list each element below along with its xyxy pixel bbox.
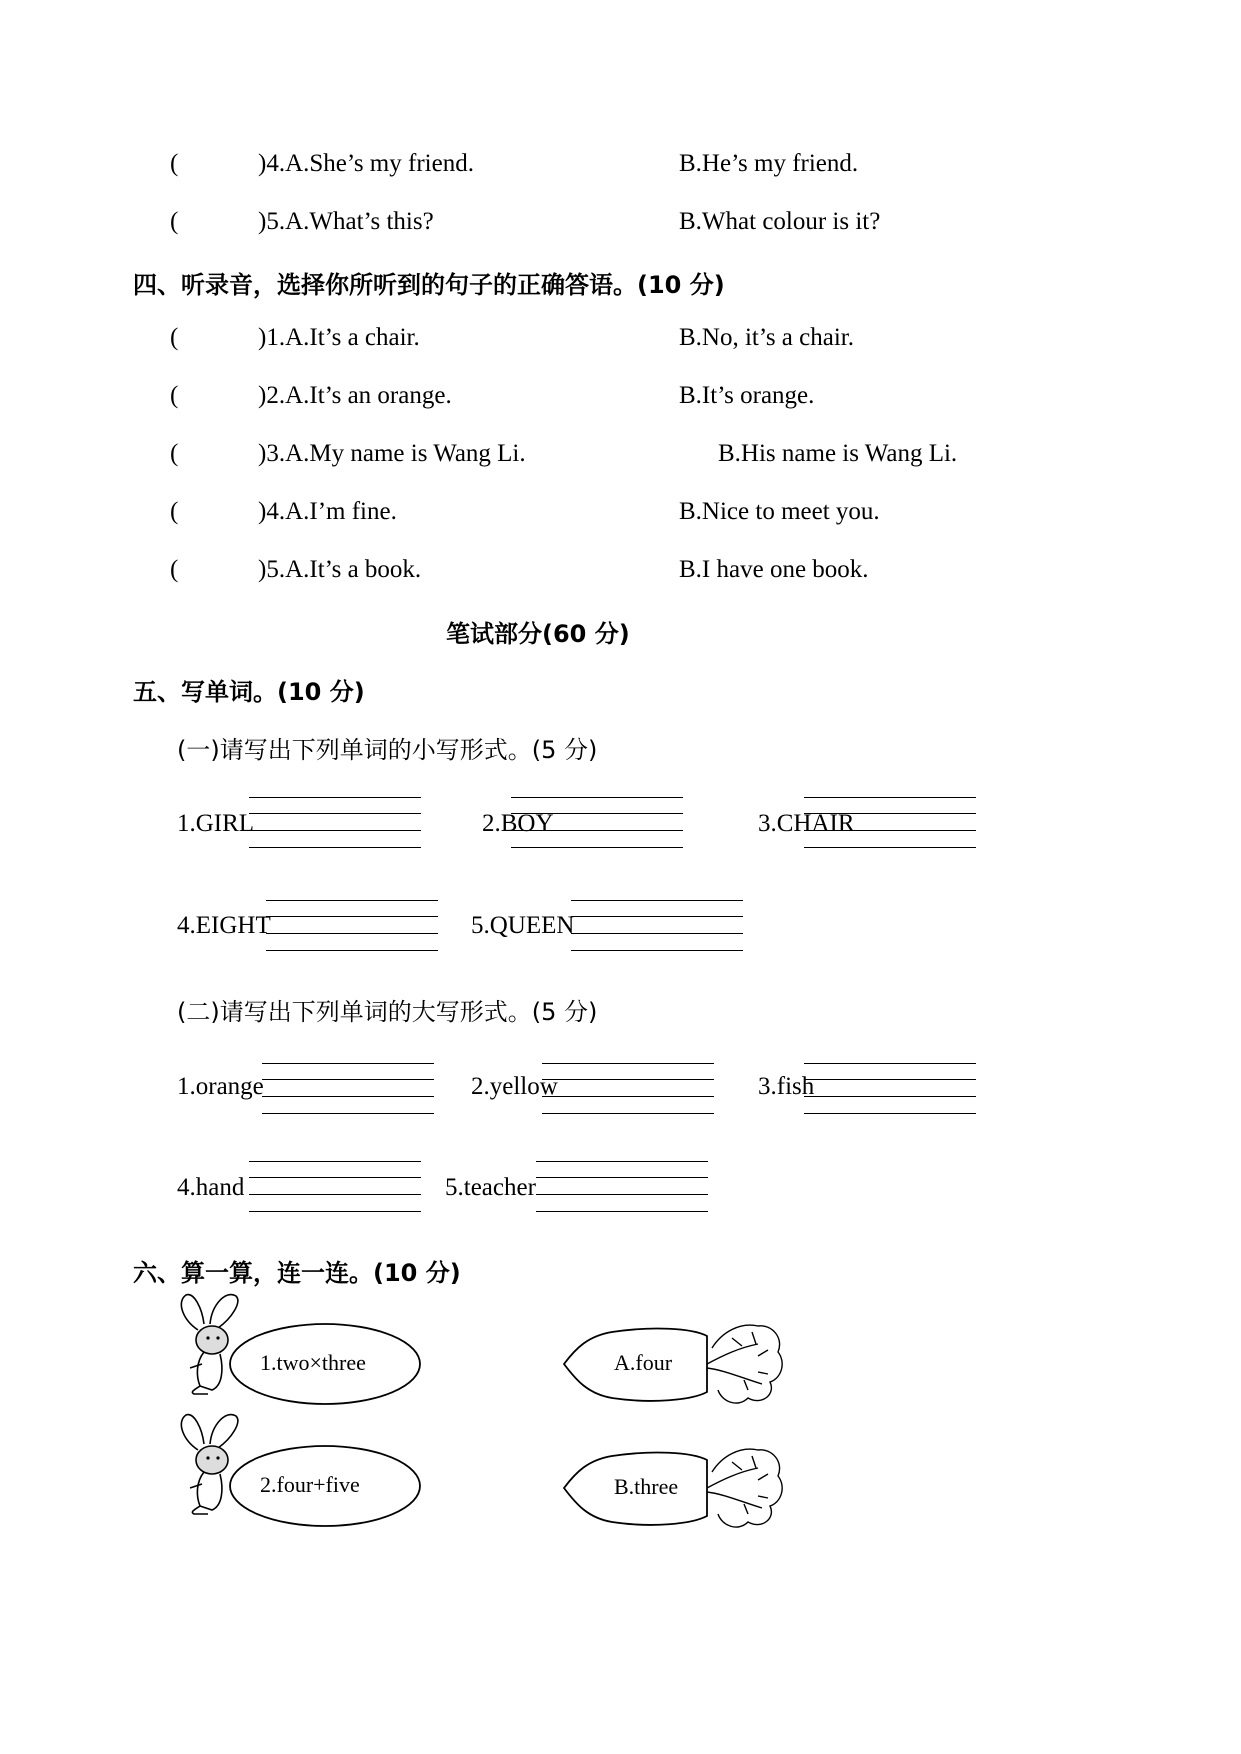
word-prompt: 2.yellow	[471, 1073, 558, 1100]
radish-icon[interactable]	[562, 1318, 788, 1410]
question-text: )3.A.My name is Wang Li.	[258, 440, 526, 467]
paren-open: (	[170, 324, 179, 351]
writing-lines[interactable]	[571, 900, 743, 952]
word-prompt: 1.orange	[177, 1073, 264, 1100]
paren-open: (	[170, 498, 179, 525]
question-text: )4.A.She’s my friend.	[258, 150, 474, 177]
answer-option: A.four	[614, 1350, 673, 1375]
word-prompt: 5.QUEEN	[471, 912, 575, 939]
option-b: B.He’s my friend.	[679, 150, 859, 177]
question-text: )4.A.I’m fine.	[258, 498, 397, 525]
paren-open: (	[170, 556, 179, 583]
option-b: B.I have one book.	[679, 556, 869, 583]
question-text: )1.A.It’s a chair.	[258, 324, 420, 351]
writing-lines[interactable]	[266, 900, 438, 952]
question-text: )2.A.It’s an orange.	[258, 382, 452, 409]
math-question: 1.two×three	[260, 1350, 366, 1375]
section-5-heading: 五、写单词。(10 分)	[133, 678, 365, 706]
word-prompt: 1.GIRL	[177, 810, 255, 837]
word-prompt: 4.hand	[177, 1174, 245, 1201]
subsection-uppercase: (二)请写出下列单词的大写形式。(5 分)	[177, 998, 598, 1026]
subsection-lowercase: (一)请写出下列单词的小写形式。(5 分)	[177, 736, 598, 764]
writing-lines[interactable]	[262, 1063, 434, 1115]
math-question: 2.four+five	[260, 1472, 360, 1497]
word-prompt: 3.fish	[758, 1073, 815, 1100]
option-b: B.What colour is it?	[679, 208, 881, 235]
writing-lines[interactable]	[536, 1161, 708, 1213]
word-prompt: 4.EIGHT	[177, 912, 271, 939]
paren-open: (	[170, 440, 179, 467]
question-text: )5.A.What’s this?	[258, 208, 434, 235]
option-b: B.Nice to meet you.	[679, 498, 880, 525]
option-b: B.No, it’s a chair.	[679, 324, 854, 351]
writing-lines[interactable]	[249, 797, 421, 849]
option-b: B.His name is Wang Li.	[718, 440, 958, 467]
word-prompt: 3.CHAIR	[758, 810, 855, 837]
writing-lines[interactable]	[804, 1063, 976, 1115]
writing-lines[interactable]	[249, 1161, 421, 1213]
word-prompt: 5.teacher	[445, 1174, 536, 1201]
writing-lines[interactable]	[511, 797, 683, 849]
word-prompt: 2.BOY	[482, 810, 554, 837]
writing-lines[interactable]	[542, 1063, 714, 1115]
writing-lines[interactable]	[804, 797, 976, 849]
paren-open: (	[170, 150, 179, 177]
option-b: B.It’s orange.	[679, 382, 815, 409]
written-part-title: 笔试部分(60 分)	[446, 620, 630, 648]
answer-option: B.three	[614, 1474, 679, 1499]
question-text: )5.A.It’s a book.	[258, 556, 422, 583]
section-6-heading: 六、算一算，连一连。(10 分)	[133, 1259, 461, 1287]
section-4-heading: 四、听录音，选择你所听到的句子的正确答语。(10 分)	[133, 271, 725, 299]
paren-open: (	[170, 382, 179, 409]
paren-open: (	[170, 208, 179, 235]
